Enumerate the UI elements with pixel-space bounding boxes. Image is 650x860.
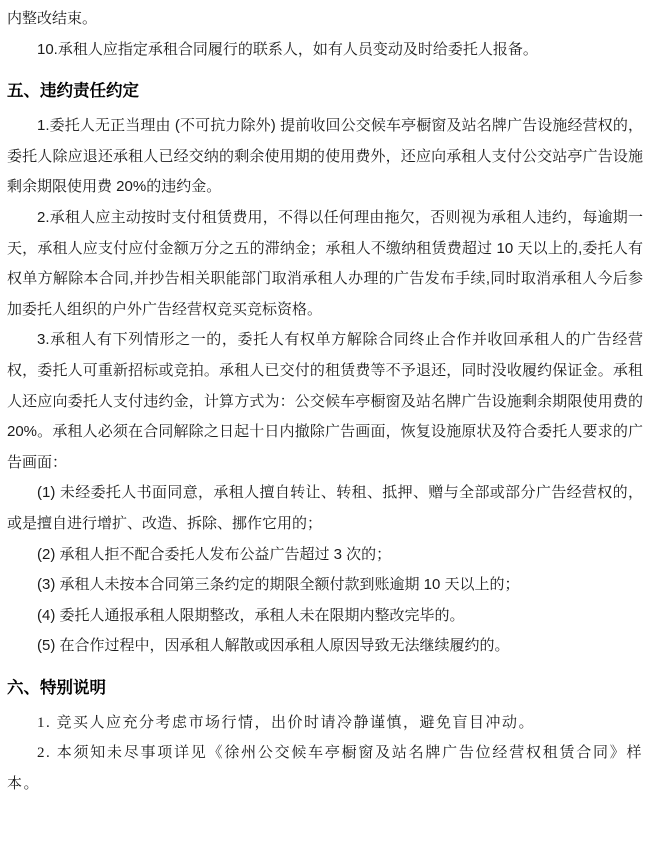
section-5-paragraph-1: 1.委托人无正当理由 (不可抗力除外) 提前收回公交候车亭橱窗及站名牌广告设施经营权的，委托人除应退还承租人已经交纳的剩余使用期的使用费外，还应向承租人支付公交站亭广告设施剩余期限使用费 20%的违约金。 xyxy=(7,117,643,196)
clause-10-line: 10.承租人应指定承租合同履行的联系人，如有人员变动及时给委托人报备。 xyxy=(37,40,538,58)
section-6-item-2: 2. 本须知未尽事项详见《徐州公交候车亭橱窗及站名牌广告位经营权租赁合同》样本。 xyxy=(7,745,643,793)
section-6-heading: 六、特别说明 xyxy=(7,677,106,697)
section-5-subitem-3: (3) 承租人未按本合同第三条约定的期限全额付款到账逾期 10 天以上的； xyxy=(37,576,520,594)
section-5-subitem-2: (2) 承租人拒不配合委托人发布公益广告超过 3 次的； xyxy=(37,545,392,563)
section-5-subitem-4: (4) 委托人通报承租人限期整改，承租人未在限期内整改完毕的。 xyxy=(37,606,465,624)
section-5-subitem-5: (5) 在合作过程中，因承租人解散或因承租人原因导致无法继续履约的。 xyxy=(37,637,510,655)
section-5-paragraph-3: 3.承租人有下列情形之一的，委托人有权单方解除合同终止合作并收回承租人的广告经营权，委托人可重新招标或竞拍。承租人已交付的租赁费等不予退还，同时没收履约保证金。承租人还应向委托人支付违约金，计算方式为：公交候车亭橱窗及站名牌广告设施剩余期限使用费的 20%。承租人必须在合同解除之日起十日内撤除广告画面，恢复设施原状及符合委托人要求的广告画面： xyxy=(7,331,643,471)
continuation-line: 内整改结束。 xyxy=(7,10,98,27)
section-5-heading: 五、违约责任约定 xyxy=(7,82,139,101)
section-5-subitem-1: (1) 未经委托人书面同意，承租人擅自转让、转租、抵押、赠与全部或部分广告经营权的，或是擅自进行增扩、改造、拆除、挪作它用的； xyxy=(7,484,643,532)
section-6-item-1: 1. 竞买人应充分考虑市场行情，出价时请冷静谨慎，避免盲目冲动。 xyxy=(37,714,536,731)
section-5-paragraph-2: 2.承租人应主动按时支付租赁费用，不得以任何理由拖欠，否则视为承租人违约，每逾期一天，承租人应支付应付金额万分之五的滞纳金；承租人不缴纳租赁费超过 10 天以上的,委托人有权单方解除本合同,并抄告相关职能部门取消承租人办理的广告发布手续,同时取消承租人今后参加委托人组织的户外广告经营权竞买竞标资格。 xyxy=(7,208,643,318)
